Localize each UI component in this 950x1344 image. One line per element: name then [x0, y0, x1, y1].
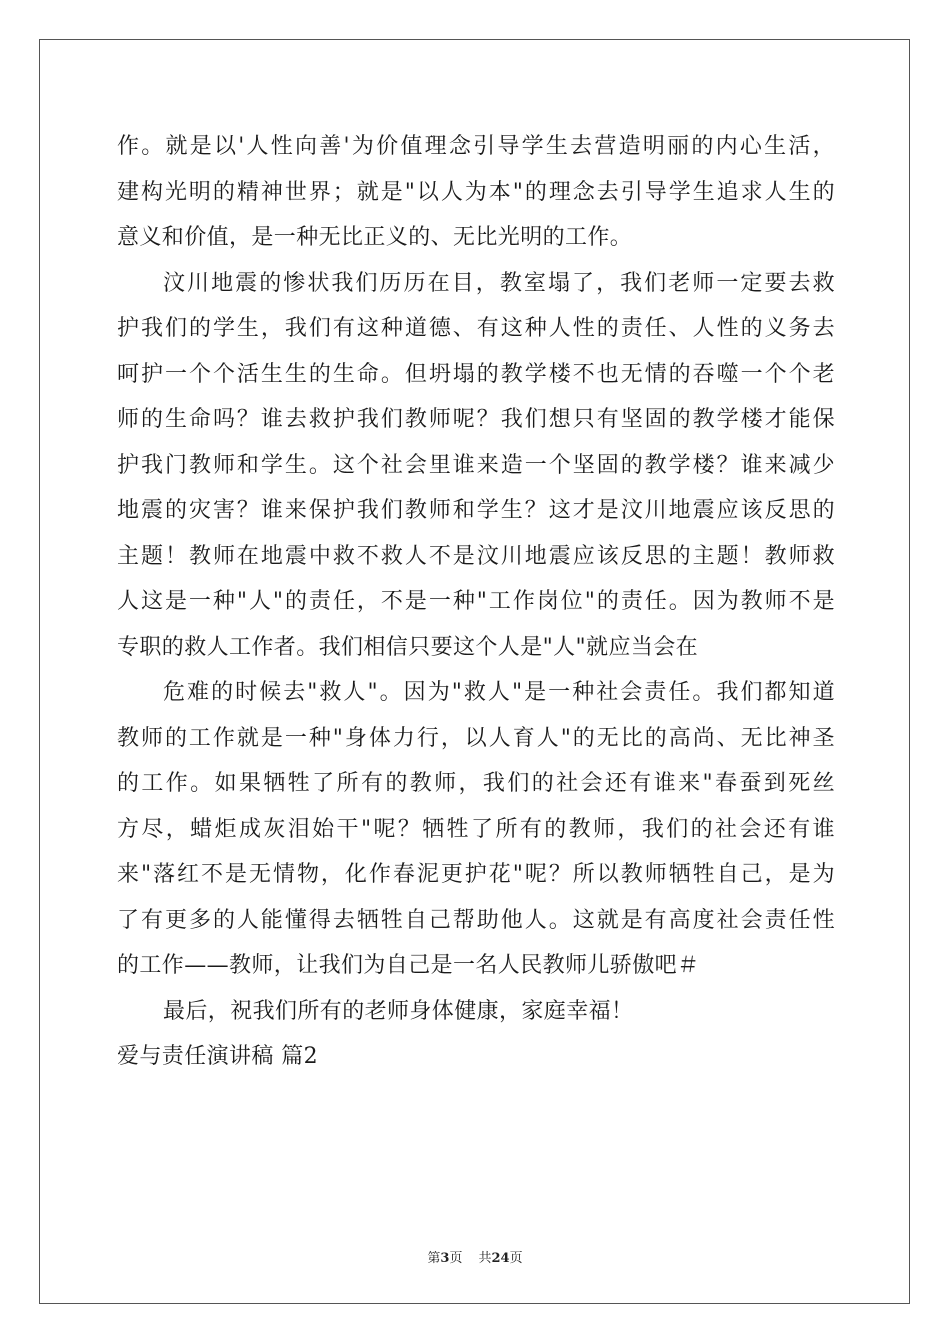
text-line: 地震的灾害？谁来保护我们教师和学生？这才是汶川地震应该反思的 — [117, 498, 835, 523]
text-line: 最后，祝我们所有的老师身体健康，家庭幸福！ — [163, 998, 634, 1024]
text-line: 危难的时候去"救人"。因为"救人"是一种社会责任。我们都知道 — [163, 680, 835, 705]
text-line: 呵护一个个活生生的生命。但坍塌的教学楼不也无情的吞噬一个个老 — [117, 361, 835, 387]
text-line: 汶川地震的惨状我们历历在目，教室塌了，我们老师一定要去救 — [163, 270, 835, 296]
text-line: 作。就是以'人性向善'为价值理念引导学生去营造明丽的内心生活， — [117, 134, 835, 159]
text-line: 师的生命吗？谁去救护我们教师呢？我们想只有坚固的教学楼才能保 — [117, 407, 835, 432]
text-line: 专职的救人工作者。我们相信只要这个人是"人"就应当会在 — [117, 634, 699, 660]
text-line: 教师的工作就是一种"身体力行，以人育人"的无比的高尚、无比神圣 — [117, 725, 835, 751]
page-number: 3 — [440, 1251, 450, 1266]
total-pages: 24 — [491, 1251, 510, 1266]
text-line: 了有更多的人能懂得去牺牲自己帮助他人。这就是有高度社会责任性 — [117, 907, 835, 933]
text-line: 的工作。如果牺牲了所有的教师，我们的社会还有谁来"春蚕到死丝 — [117, 771, 835, 796]
text-line: 护我门教师和学生。这个社会里谁来造一个坚固的教学楼？谁来减少 — [117, 452, 835, 478]
total-prefix: 共 — [478, 1251, 492, 1266]
text-line: 意义和价值，是一种无比正义的、无比光明的工作。 — [117, 225, 633, 250]
text-line: 方尽，蜡炬成灰泪始干"呢？牺牲了所有的教师，我们的社会还有谁 — [117, 816, 835, 842]
text-line: 护我们的学生，我们有这种道德、有这种人性的责任、人性的义务去 — [117, 316, 835, 341]
text-line: 建构光明的精神世界；就是"以人为本"的理念去引导学生追求人生的 — [117, 179, 835, 205]
text-line: 的工作——教师，让我们为自己是一名人民教师儿骄傲吧＃ — [117, 953, 700, 978]
total-suffix: 页 — [509, 1251, 523, 1266]
page-suffix: 页 — [449, 1251, 463, 1266]
text-line: 主题！教师在地震中救不救人不是汶川地震应该反思的主题！教师救 — [117, 543, 835, 569]
page-footer — [0, 1247, 950, 1266]
text-line: 来"落红不是无情物，化作春泥更护花"呢？所以教师牺牲自己，是为 — [117, 862, 835, 887]
page-prefix: 第 — [427, 1251, 441, 1266]
document-body — [117, 124, 835, 1080]
text-line: 人这是一种"人"的责任，不是一种"工作岗位"的责任。因为教师不是 — [117, 589, 835, 614]
section-heading: 爱与责任演讲稿 篇2 — [117, 1044, 318, 1069]
